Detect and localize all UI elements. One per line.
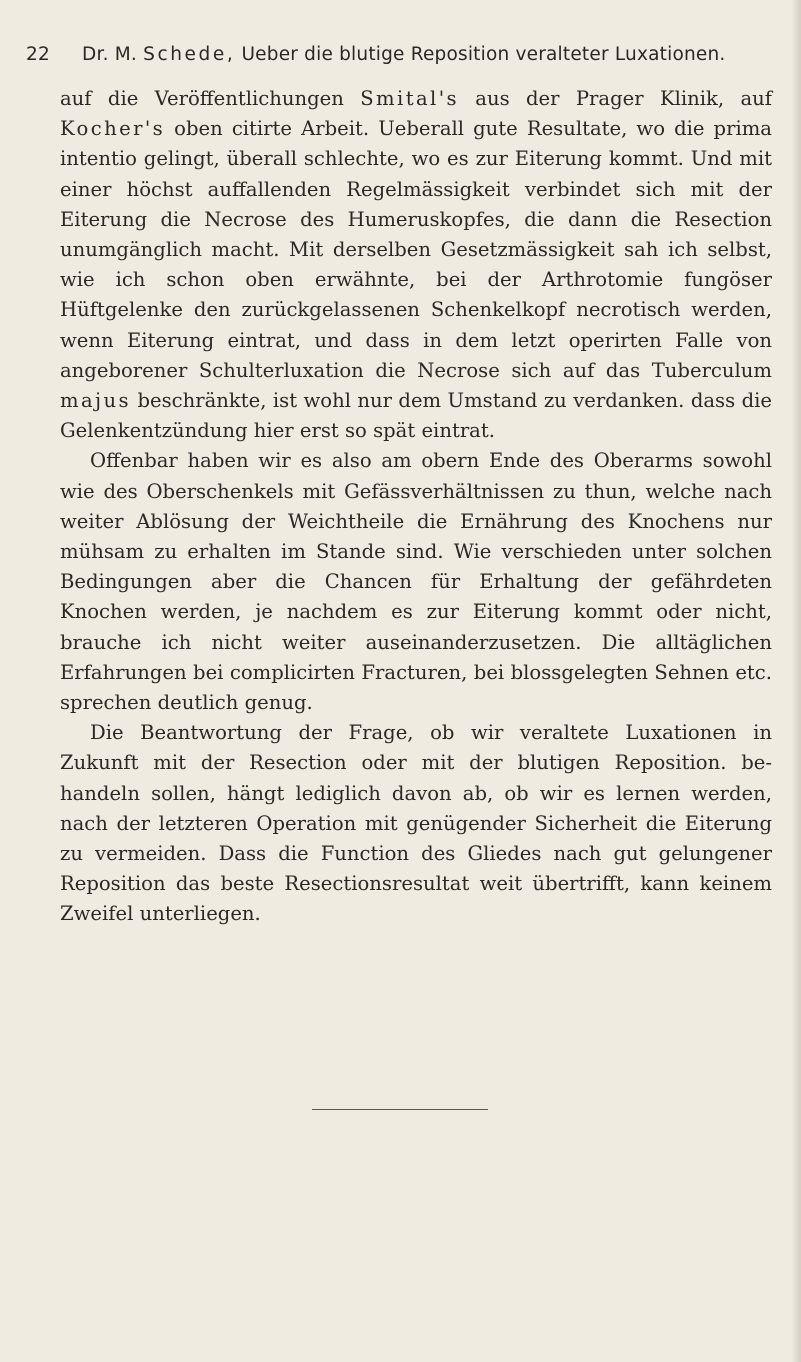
text-segment: oben citirte Arbeit. Ueberall gute Resultate, wo die prima intentio gelingt, überall schlechte, wo es zur Eiterung kommt. Und mit einer höchst auffallenden Regelmässigkeit verbindet sich mit der Eiterung die Necrose des Humeruskopfes, die dann die Resection unumgänglich macht. Mit derselben Gesetzmässigkeit sah ich selbst, wie ich schon oben erwähnte, bei der Arthrotomie fungöser Hüftgelenke den zurückgelassenen Schenkelkopf necrotisch werden, wenn Eiterung eintrat, und dass in dem letzt operirten Falle von angeborener Schulterluxation die Necrose sich auf das Tuberculum: [60, 117, 772, 382]
text-segment: Offenbar haben wir es also am obern Ende des Oberarms sowohl wie des Oberschenkels mit Gefässverhältnissen zu thun, welche nach weiter Ablösung der Weichtheile die Ernährung des Knochens nur mühsam zu erhalten im Stande sind. Wie verschieden unter solchen Bedingungen aber die Chancen für Erhaltung der gefährdeten Knochen werden, je nachdem es zur Eiterung kommt oder nicht, brauche ich nicht weiter auseinanderzusetzen. Die alltäglichen Erfahrungen bei complicirten Fracturen, bei blossgelegten Sehnen etc. sprechen deutlich genug.: [60, 449, 772, 715]
header-author-name: Schede,: [143, 44, 236, 65]
header-title: Ueber die blutige Reposition veralteter Luxationen.: [241, 44, 726, 65]
text-segment: Die Beantwortung der Frage, ob wir veraltete Luxationen in Zukunft mit der Resection oder mit der blutigen Reposition. be- handeln sollen, hängt lediglich davon ab, ob wir es lernen werden, nach der letzteren Operation mit genügender Sicherheit die Eiterung zu vermeiden. Dass die Function des Gliedes nach gut gelungener Reposition das beste Resectionsresultat weit übertrifft, kann keinem Zweifel unterliegen.: [60, 721, 772, 926]
end-rule: [312, 1109, 488, 1110]
spaced-name: Smital's: [360, 87, 459, 110]
spaced-name: Kocher's: [60, 117, 166, 141]
paragraph: [60, 446, 772, 718]
body-text: [60, 84, 772, 930]
text-segment: beschränkte, ist wohl nur dem Umstand zu verdanken. dass die Gelenkentzündung hier erst so spät eintrat.: [60, 389, 772, 443]
page-edge-shadow: [791, 0, 801, 1362]
text-segment: aus der Prager Klinik, auf: [458, 87, 772, 110]
spaced-name: majus: [60, 389, 132, 413]
page-number: 22: [26, 44, 50, 65]
paragraph: [60, 84, 772, 446]
paragraph: [60, 718, 772, 929]
running-header: [26, 44, 766, 65]
header-author-prefix: Dr. M.: [82, 44, 138, 65]
text-segment: auf die Veröffentlichungen: [60, 87, 361, 110]
